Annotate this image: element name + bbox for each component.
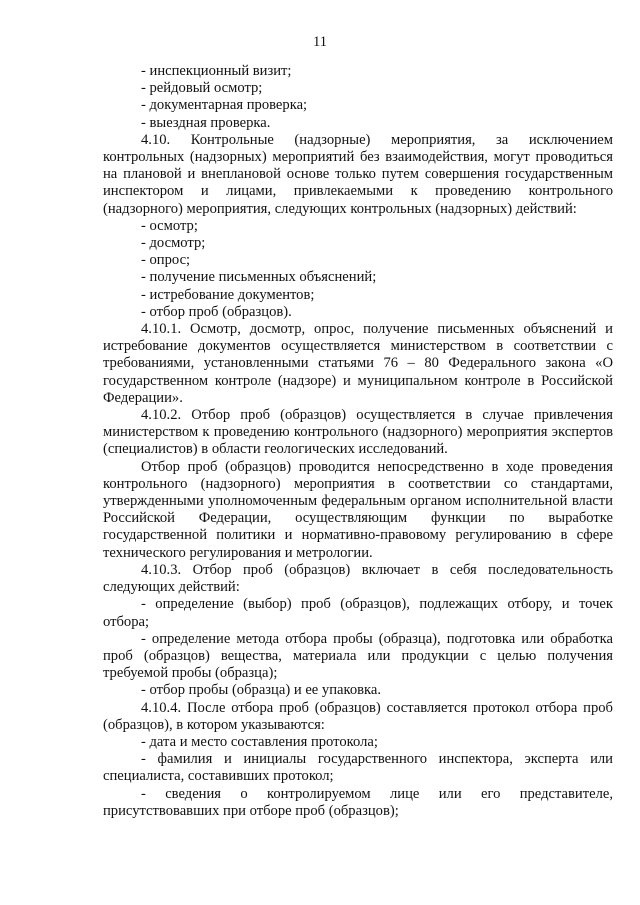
list-item: - документарная проверка; [141,97,308,114]
paragraph: - определение (выбор) проб (образцов), подлежащих отбору, и точек отбора; [103,596,613,630]
list-item: - инспекционный визит; [141,63,292,79]
list-item: - осмотр; [141,217,198,234]
paragraph: 4.10. Контрольные (надзорные) мероприятия, за исключением контрольных (надзорных) мероприятий без взаимодействия, могут проводиться на плановой и внеплановой основе только путем совершения государственным инспектором и лицами, привлекаемыми к проведению контрольного (надзорного) мероприятия, следующих контрольных (надзорных) действий: [103,131,613,217]
paragraph: - сведения о контролируемом лице или его представителе, присутствовавших при отборе проб (образцов); [103,785,613,819]
paragraph: 4.10.1. Осмотр, досмотр, опрос, получение письменных объяснений и истребование документов осуществляется министерством в соответствии с требованиями, установленными статьями 76 – 80 Федерального закона «О государственном контроле (надзоре) и муниципальном контроле в Российской Федерации». [103,321,613,406]
page-number: 11 [313,34,327,50]
paragraph: Отбор проб (образцов) проводится непосредственно в ходе проведения контрольного (надзорного) мероприятия в соответствии со стандартами, утвержденными уполномоченным федеральным органом исполнительной власти Российской Федерации, осуществляющим функции по выработке государственной политики и нормативно-правовому регулированию в сфере технического регулирования и метрологии. [103,458,613,561]
list-item: - отбор проб (образцов). [141,303,292,320]
list-item: - досмотр; [141,235,206,252]
paragraph: - отбор пробы (образца) и ее упаковка. [141,682,382,699]
list-item: - получение письменных объяснений; [141,269,377,286]
paragraph: - определение метода отбора пробы (образца), подготовка или обработка проб (образцов) вещества, материала или продукции с целью получения требуемой пробы (образца); [103,630,613,682]
list-item: - выездная проверка. [141,114,271,131]
list-item: - опрос; [141,252,191,269]
paragraph: - дата и место составления протокола; [141,733,378,750]
paragraph: 4.10.3. Отбор проб (образцов) включает в себя последовательность следующих действий: [103,561,613,596]
list-item: - рейдовый осмотр; [141,80,263,97]
paragraph: 4.10.2. Отбор проб (образцов) осуществляется в случае привлечения министерством к проведению контрольного (надзорного) мероприятия экспертов (специалистов) в области геологических исследований. [103,407,613,458]
paragraph: - фамилия и инициалы государственного инспектора, эксперта или специалиста, составивших протокол; [103,751,613,785]
paragraph: 4.10.4. После отбора проб (образцов) составляется протокол отбора проб (образцов), в котором указываются: [103,699,613,733]
list-item: - истребование документов; [141,286,315,303]
document-body [103,63,613,820]
